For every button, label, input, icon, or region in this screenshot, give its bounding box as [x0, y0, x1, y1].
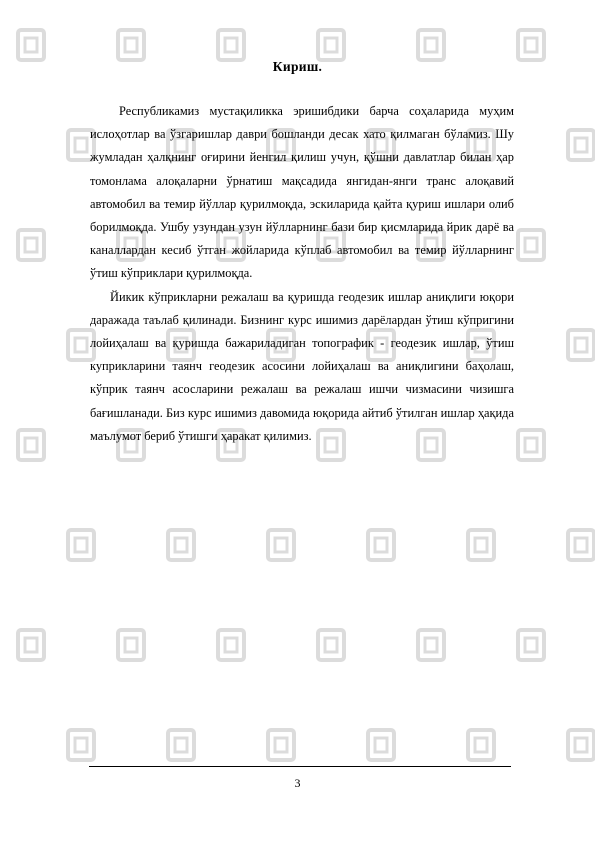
footer-separator [89, 766, 511, 767]
watermark-logo-icon [318, 630, 344, 660]
watermark-logo-icon [468, 730, 494, 760]
watermark-logo-icon [518, 630, 544, 660]
watermark-logo-icon [518, 430, 544, 460]
watermark-logo-icon [418, 630, 444, 660]
paragraph-2: Йикик кўприкларни режалаш ва қуришда геодезик ишлар аниқлиги юқори даражада таълаб қилинади. Бизнинг курс ишимиз дарёлардан ўтиш кўпригини лойиҳалаш ва қуришда бажариладиган топографик - геодезик ишлар, ўтиш куприкларини таянч геодезик асосини лойиҳалаш ва аниқлигини баҳолаш, кўприк таянч асосларини режалаш ва режалаш ишчи чизмасини чизишга бағишланади. Биз курс ишимиз давомида юқорида айтиб ўтилган ишлар ҳақида маълумот бериб ўтишги ҳаракат қилимиз. [90, 289, 514, 443]
document-body [90, 100, 514, 448]
page-number: 3 [294, 776, 301, 790]
paragraph-1: Республикамиз мустақиликка эришибдики барча соҳаларида муҳим ислоҳотлар ва ўзгаришлар даври бошланди десак хато қилмаган бўламиз. Шу жумладан ҳалқнинг оғирини йенгил қилиш учун, қўшни давлатлар билан ҳар томонлама алоқаларни ўрнатиш мақсадида янгидан-янги транс алоқавий автомобил ва темир йўллар қурилмоқда, эскиларида қайта қуриш ишлари олиб борилмоқда. Ушбу узундан узун йўлларнинг бази бир қисмларида йрик дарё ва каналлардан кесиб ўтган жойларида кўплаб автомобил ва темир йўлларнинг ўтиш кўприклари қурилмоқда. [90, 104, 514, 281]
watermark-logo-icon [368, 730, 394, 760]
watermark-logo-icon [568, 330, 594, 360]
watermark-logo-icon [18, 230, 44, 260]
watermark-logo-icon [568, 530, 594, 560]
watermark-logo-icon [168, 530, 194, 560]
watermark-logo-icon [268, 530, 294, 560]
watermark-logo-icon [518, 230, 544, 260]
watermark-logo-icon [468, 530, 494, 560]
watermark-logo-icon [268, 730, 294, 760]
watermark-logo-icon [18, 30, 44, 60]
watermark-logo-icon [518, 30, 544, 60]
watermark-logo-icon [118, 30, 144, 60]
watermark-logo-icon [318, 30, 344, 60]
watermark-logo-icon [68, 530, 94, 560]
watermark-logo-icon [68, 730, 94, 760]
watermark-logo-icon [368, 530, 394, 560]
watermark-logo-icon [568, 730, 594, 760]
watermark-logo-icon [218, 30, 244, 60]
watermark-logo-icon [168, 730, 194, 760]
watermark-logo-icon [418, 30, 444, 60]
document-title: Кириш. [272, 59, 323, 74]
watermark-logo-icon [118, 630, 144, 660]
watermark-logo-icon [18, 430, 44, 460]
watermark-logo-icon [568, 130, 594, 160]
watermark-logo-icon [18, 630, 44, 660]
watermark-logo-icon [218, 630, 244, 660]
